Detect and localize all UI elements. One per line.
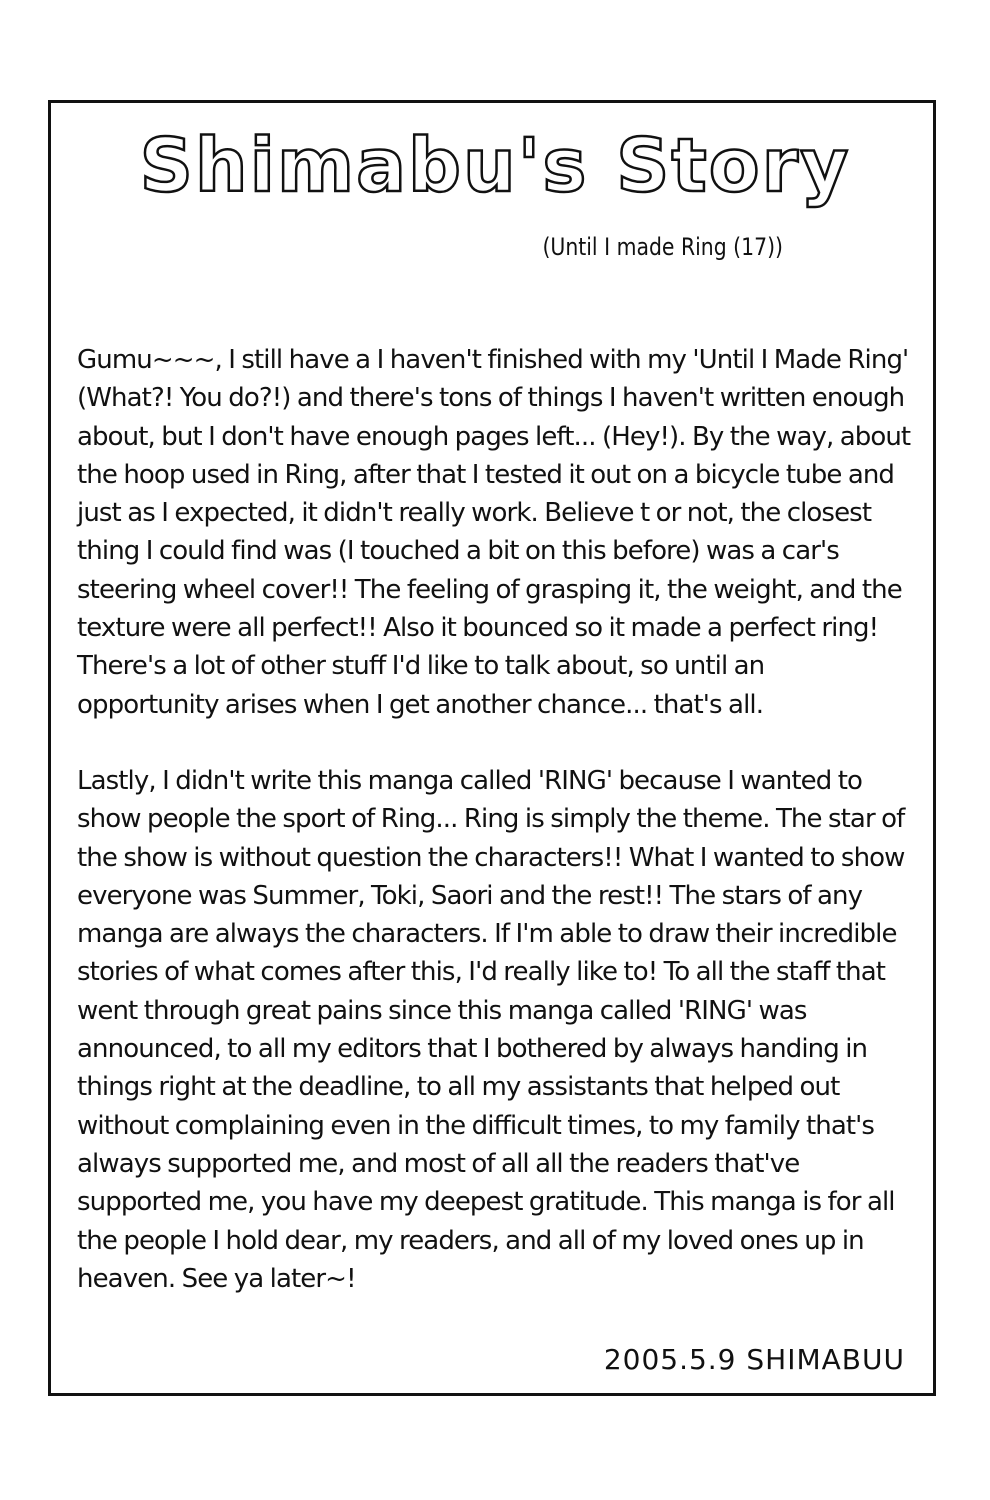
author-signature: 2005.5.9 SHIMABUU: [603, 1343, 905, 1376]
paragraph-1: Gumu~~~, I still have a I haven't finished with my 'Until I Made Ring' (What?! You do?!) and there's tons of things I haven't written enough about, but I don't have enough pages left... (Hey!). By the way, about the hoop used in Ring, after that I tested it out on a bicycle tube and just as I expected, it didn't really work. Believe t or not, the closest thing I could find was (I touched a bit on this before) was a car's steering wheel cover!! The feeling of grasping it, the weight, and the texture were all perfect!! Also it bounced so it made a perfect ring! There's a lot of other stuff I'd like to talk about, so until an opportunity arises when I get another chance... that's all.: [77, 345, 911, 720]
page-subtitle: (Until I made Ring (17)): [542, 233, 783, 261]
afterword-panel: [48, 100, 936, 1396]
paragraph-2: Lastly, I didn't write this manga called 'RING' because I wanted to show people the sport of Ring... Ring is simply the theme. The star of the show is without question the characters!! What I wanted to show everyone was Summer, Toki, Saori and the rest!! The stars of any manga are always the characters. If I'm able to draw their incredible stories of what comes after this, I'd really like to! To all the staff that went through great pains since this manga called 'RING' was announced, to all my editors that I bothered by always handing in things right at the deadline, to all my assistants that helped out without complaining even in the difficult times, to my family that's always supported me, and most of all all the readers that've supported me, you have my deepest gratitude. This manga is for all the people I hold dear, my readers, and all of my loved ones up in heaven. See ya later~!: [77, 765, 905, 1294]
page-title: Shimabu's Story: [139, 123, 851, 209]
afterword-body: [77, 341, 911, 1298]
